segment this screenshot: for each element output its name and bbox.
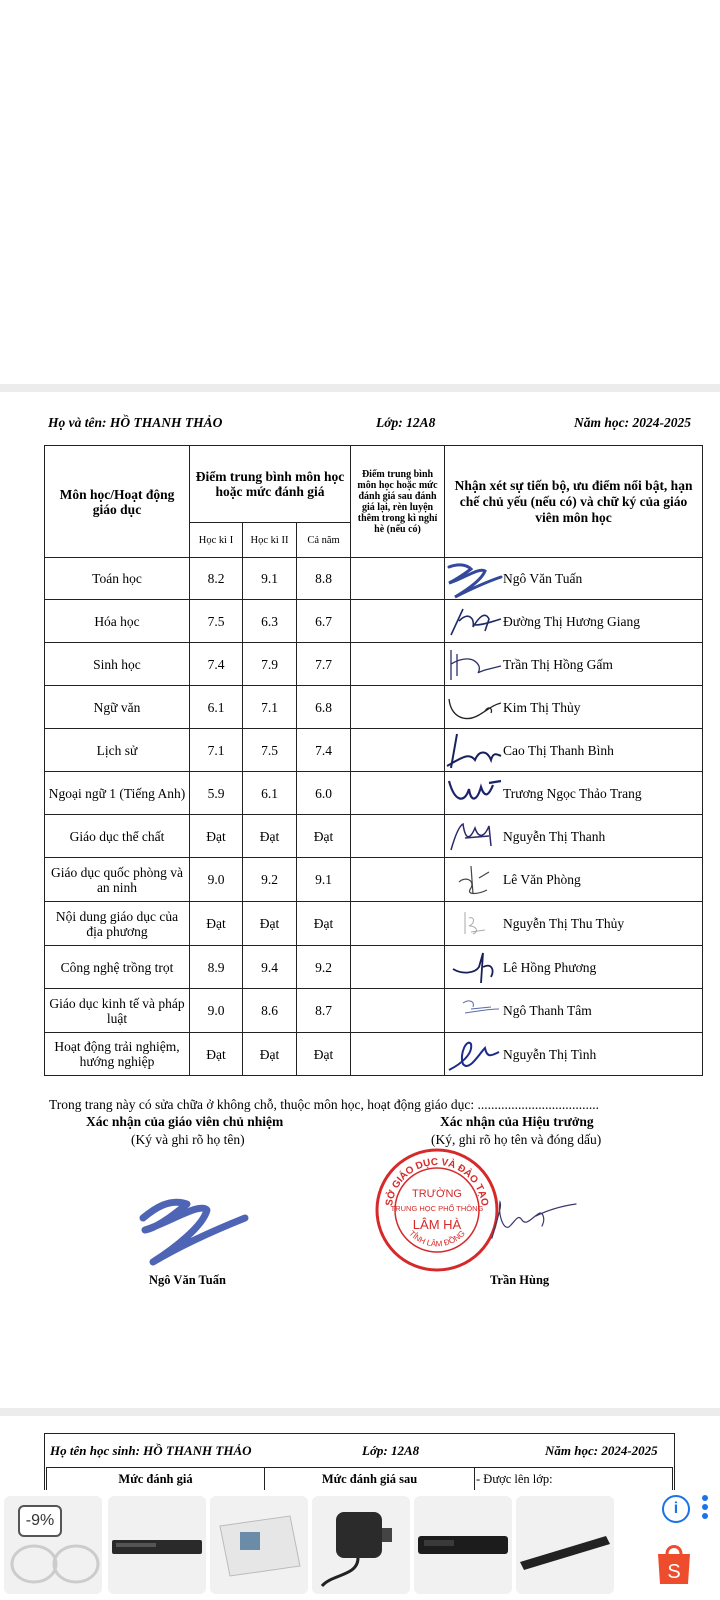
product-thumb-packet[interactable] — [210, 1496, 308, 1594]
page2-col-promoted: - Được lên lớp: — [475, 1468, 673, 1491]
page2-student-name: Họ tên học sinh: HỒ THANH THẢO — [50, 1443, 252, 1458]
page2-year: Năm học: 2024-2025 — [545, 1443, 658, 1458]
subject-cell: Giáo dục quốc phòng và an ninh — [45, 858, 190, 902]
term1-cell: 7.1 — [190, 729, 243, 772]
homeroom-signature-image — [135, 1190, 250, 1270]
signature-image — [445, 947, 503, 987]
header-term2: Học kì II — [243, 523, 297, 558]
page2-col-rating-after: Mức đánh giá sau — [265, 1468, 475, 1491]
term1-cell: 6.1 — [190, 686, 243, 729]
year-cell: 7.4 — [297, 729, 351, 772]
principal-confirm-sub: (Ký, ghi rõ họ tên và đóng dấu) — [431, 1132, 602, 1147]
shopee-bag-icon[interactable] — [654, 1540, 694, 1586]
page2-border — [674, 1433, 675, 1493]
stamp-line1: TRƯỜNG — [412, 1188, 462, 1200]
teacher-name: Lê Văn Phòng — [503, 872, 581, 887]
table-row — [45, 686, 703, 729]
teacher-name: Cao Thị Thanh Bình — [503, 742, 614, 758]
teacher-signature-cell — [445, 858, 703, 902]
product-thumb-battery-2[interactable] — [414, 1496, 512, 1594]
teacher-signature-cell — [445, 946, 703, 989]
table-row — [45, 815, 703, 858]
teacher-name: Ngô Thanh Tâm — [503, 1003, 592, 1018]
student-class: Lớp: 12A8 — [376, 415, 436, 430]
summer-cell — [351, 643, 445, 686]
year-cell: 9.1 — [297, 858, 351, 902]
stamp-line2: TRUNG HỌC PHỔ THÔNG — [390, 1204, 484, 1213]
table-row — [45, 989, 703, 1033]
teacher-name: Lê Hồng Phương — [503, 959, 597, 975]
teacher-name: Nguyễn Thị Tình — [503, 1046, 597, 1062]
teacher-signature-cell — [445, 815, 703, 858]
subject-cell: Sinh học — [45, 643, 190, 686]
term2-cell: 8.6 — [243, 989, 297, 1033]
header-subject: Môn học/Hoạt động giáo dục — [45, 446, 190, 558]
subject-cell: Ngoại ngữ 1 (Tiếng Anh) — [45, 772, 190, 815]
battery-icon — [516, 1496, 614, 1594]
table-row — [45, 772, 703, 815]
signature-image — [445, 687, 503, 727]
page2-col-rating: Mức đánh giá — [47, 1468, 265, 1491]
signature-image — [445, 559, 503, 599]
stamp-bottom-text: TỈNH LÂM ĐỒNG — [407, 1228, 467, 1249]
year-cell: Đạt — [297, 902, 351, 946]
term1-cell: 9.0 — [190, 989, 243, 1033]
teacher-name: Trần Thị Hồng Gấm — [503, 656, 613, 672]
teacher-signature-cell — [445, 600, 703, 643]
packet-icon — [210, 1496, 308, 1594]
stamp-ring-text: SỞ GIÁO DỤC VÀ ĐÀO TẠO — [384, 1156, 490, 1207]
table-row — [45, 902, 703, 946]
term2-cell: 9.1 — [243, 558, 297, 600]
signature-image — [445, 860, 503, 900]
page2-table — [46, 1467, 673, 1491]
principal-confirm-title: Xác nhận của Hiệu trưởng — [440, 1114, 594, 1129]
product-thumb-battery-3[interactable] — [516, 1496, 614, 1594]
more-options-icon[interactable] — [700, 1495, 710, 1523]
header-summer: Điểm trung bình môn học hoặc mức đánh giá sau đánh giá lại, rèn luyện thêm trong kì nghỉ hè (nếu có) — [351, 446, 445, 558]
subject-cell: Giáo dục thể chất — [45, 815, 190, 858]
summer-cell — [351, 946, 445, 989]
table-row — [45, 600, 703, 643]
term1-cell: 9.0 — [190, 858, 243, 902]
term2-cell: 7.1 — [243, 686, 297, 729]
summer-cell — [351, 686, 445, 729]
table-row — [45, 858, 703, 902]
teacher-signature-cell — [445, 1033, 703, 1076]
student-name: Họ và tên: HỒ THANH THẢO — [48, 415, 223, 430]
grades-table — [44, 445, 703, 1076]
subject-cell: Hoạt động trải nghiệm, hướng nghiệp — [45, 1033, 190, 1076]
signature-image — [445, 601, 503, 641]
teacher-name: Nguyễn Thị Thanh — [503, 828, 606, 844]
subject-cell: Ngữ văn — [45, 686, 190, 729]
teacher-signature-cell — [445, 902, 703, 946]
teacher-signature-cell — [445, 558, 703, 600]
header-term1: Học kì I — [190, 523, 243, 558]
teacher-signature-cell — [445, 643, 703, 686]
teacher-name: Trương Ngọc Thảo Trang — [503, 785, 642, 801]
signature-image — [445, 904, 503, 944]
term1-cell: Đạt — [190, 902, 243, 946]
year-cell: 7.7 — [297, 643, 351, 686]
teacher-signature-cell — [445, 686, 703, 729]
homeroom-confirm-sub: (Ký và ghi rõ họ tên) — [131, 1132, 245, 1147]
subject-cell: Toán học — [45, 558, 190, 600]
term1-cell: Đạt — [190, 815, 243, 858]
page2-border — [44, 1433, 45, 1493]
header-average: Điểm trung bình môn học hoặc mức đánh giá — [190, 446, 351, 523]
term1-cell: 7.5 — [190, 600, 243, 643]
year-cell: 8.8 — [297, 558, 351, 600]
term1-cell: 8.9 — [190, 946, 243, 989]
principal-name: Trần Hùng — [490, 1273, 550, 1287]
teacher-signature-cell — [445, 989, 703, 1033]
term2-cell: 7.5 — [243, 729, 297, 772]
teacher-name: Nguyễn Thị Thu Thủy — [503, 916, 625, 931]
subject-cell: Nội dung giáo dục của địa phương — [45, 902, 190, 946]
discount-badge: -9% — [18, 1505, 62, 1537]
summer-cell — [351, 600, 445, 643]
signature-image — [445, 991, 503, 1031]
battery-icon — [108, 1496, 206, 1594]
year-cell: 8.7 — [297, 989, 351, 1033]
page2-border — [44, 1433, 675, 1434]
term2-cell: 9.2 — [243, 858, 297, 902]
term1-cell: 5.9 — [190, 772, 243, 815]
summer-cell — [351, 858, 445, 902]
header-year: Cả năm — [297, 523, 351, 558]
year-cell: 6.8 — [297, 686, 351, 729]
teacher-signature-cell — [445, 772, 703, 815]
table-row — [45, 1033, 703, 1076]
year-cell: Đạt — [297, 1033, 351, 1076]
product-thumb-battery[interactable] — [108, 1496, 206, 1594]
term2-cell: Đạt — [243, 815, 297, 858]
signature-image — [445, 730, 503, 770]
info-icon[interactable]: i — [662, 1495, 690, 1523]
term1-cell: 7.4 — [190, 643, 243, 686]
summer-cell — [351, 815, 445, 858]
signature-image — [445, 773, 503, 813]
term1-cell: 8.2 — [190, 558, 243, 600]
term2-cell: 9.4 — [243, 946, 297, 989]
term1-cell: Đạt — [190, 1033, 243, 1076]
subject-cell: Công nghệ trồng trọt — [45, 946, 190, 989]
signature-image — [445, 644, 503, 684]
school-stamp — [372, 1145, 502, 1275]
term2-cell: 6.3 — [243, 600, 297, 643]
header-comment: Nhận xét sự tiến bộ, ưu điểm nổi bật, hạn chế chủ yếu (nếu có) và chữ ký của giáo viên môn học — [445, 446, 703, 558]
school-year: Năm học: 2024-2025 — [574, 415, 691, 430]
product-thumb-charger[interactable] — [312, 1496, 410, 1594]
homeroom-teacher-name: Ngô Văn Tuấn — [149, 1273, 226, 1287]
teacher-name: Đường Thị Hương Giang — [503, 613, 641, 629]
summer-cell — [351, 989, 445, 1033]
term2-cell: 7.9 — [243, 643, 297, 686]
table-row — [45, 558, 703, 600]
subject-cell: Giáo dục kinh tế và pháp luật — [45, 989, 190, 1033]
summer-cell — [351, 902, 445, 946]
page2-class: Lớp: 12A8 — [362, 1443, 420, 1458]
table-row — [45, 643, 703, 686]
charger-icon — [312, 1496, 410, 1594]
table-row — [45, 946, 703, 989]
subject-cell: Lịch sử — [45, 729, 190, 772]
summer-cell — [351, 558, 445, 600]
svg-text:S: S — [667, 1561, 681, 1583]
teacher-name: Kim Thị Thủy — [503, 699, 581, 715]
signature-image — [445, 816, 503, 856]
signature-image — [445, 1034, 503, 1074]
year-cell: 9.2 — [297, 946, 351, 989]
summer-cell — [351, 772, 445, 815]
subject-cell: Hóa học — [45, 600, 190, 643]
year-cell: 6.7 — [297, 600, 351, 643]
term2-cell: 6.1 — [243, 772, 297, 815]
term2-cell: Đạt — [243, 1033, 297, 1076]
year-cell: 6.0 — [297, 772, 351, 815]
correction-note: Trong trang này có sửa chữa ở không chỗ, thuộc môn học, hoạt động giáo dục: .................................... — [49, 1097, 599, 1112]
table-row — [45, 729, 703, 772]
teacher-signature-cell — [445, 729, 703, 772]
term2-cell: Đạt — [243, 902, 297, 946]
page-separator — [0, 1408, 720, 1416]
page-separator — [0, 384, 720, 392]
summer-cell — [351, 1033, 445, 1076]
principal-signature-image — [488, 1196, 578, 1246]
homeroom-confirm-title: Xác nhận của giáo viên chủ nhiệm — [86, 1114, 284, 1129]
stamp-line3: LÂM HÀ — [412, 1217, 462, 1232]
teacher-name: Ngô Văn Tuấn — [503, 571, 583, 586]
year-cell: Đạt — [297, 815, 351, 858]
summer-cell — [351, 729, 445, 772]
battery-icon — [414, 1496, 512, 1594]
